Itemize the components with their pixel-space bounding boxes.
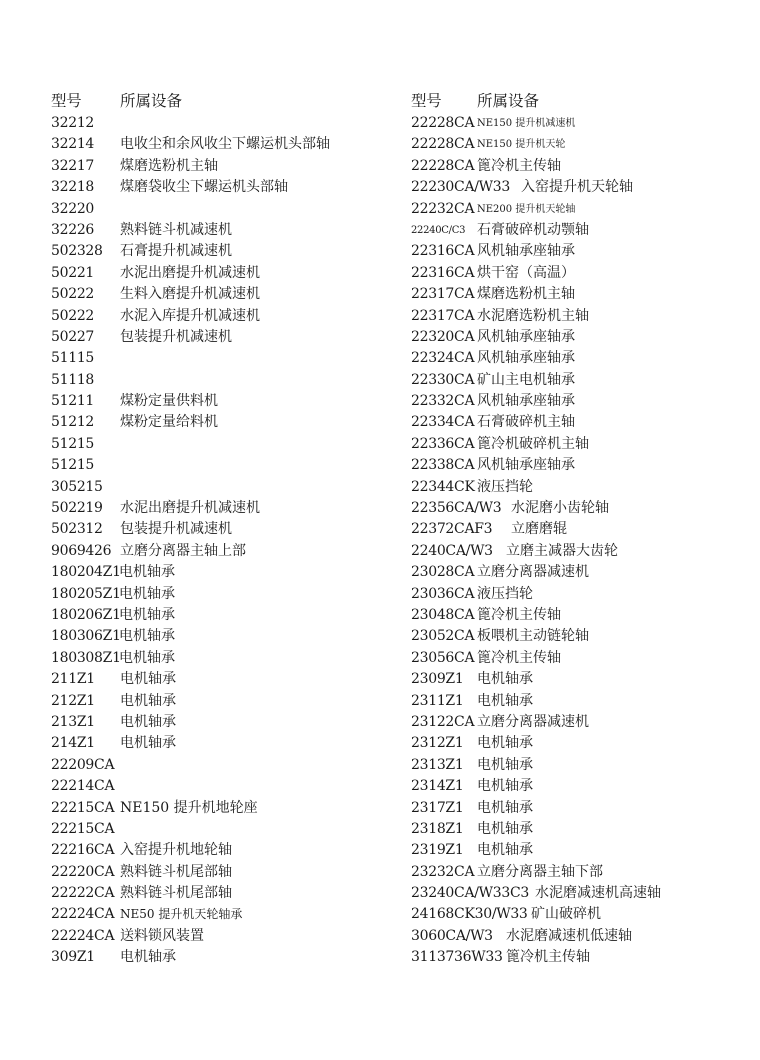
model-code: 2317Z1 [411,799,464,816]
table-row [411,348,741,369]
equipment-name: 电机轴承 [477,778,533,795]
table-row [51,391,381,412]
equipment-name: 电机轴承 [477,671,533,688]
equipment-name: 篦冷机破碎机主轴 [477,435,589,452]
model-code: 309Z1 [51,949,95,966]
left-column [51,89,381,969]
equipment-name: 熟料链斗机尾部轴 [120,885,232,902]
table-row [51,284,381,305]
model-code: 3060CA/W3 [411,927,493,944]
table-row [51,113,381,134]
model-code: 180306Z1 [51,628,121,645]
equipment-name: 包装提升机减速机 [120,521,232,538]
table-row [51,648,381,669]
model-code: 32226 [51,221,95,238]
equipment-name: 生料入磨提升机减速机 [120,286,260,303]
equipment-name: 煤磨选粉机主轴 [477,286,575,303]
equipment-name: 水泥磨减速机低速轴 [506,927,632,944]
table-row [411,327,741,348]
table-row [411,263,741,284]
table-row [51,776,381,797]
table-row [411,134,741,155]
equipment-name: 电机轴承 [477,820,533,837]
model-code: 32218 [51,179,95,196]
equipment-name: 石膏破碎机动颚轴 [477,221,589,238]
model-code: 23048CA [411,606,475,623]
table-row [51,733,381,754]
model-code: 22317CA [411,286,475,303]
table-row [411,412,741,433]
table-row [51,241,381,262]
table-row [51,306,381,327]
table-row [51,199,381,220]
table-row [51,562,381,583]
model-code: 22228CA [411,136,475,153]
model-code: 2309Z1 [411,671,464,688]
equipment-name: 立磨分离器主轴上部 [120,542,246,559]
model-code: 22316CA [411,243,475,260]
table-row [411,819,741,840]
model-code: 22220CA [51,863,115,880]
header-row [51,89,381,113]
table-row [51,755,381,776]
table-row [411,840,741,861]
model-code: 50227 [51,328,95,345]
model-code: 22228CA [411,157,475,174]
model-code: 22224CA [51,927,115,944]
equipment-name: 电机轴承 [120,949,176,966]
table-row [411,648,741,669]
equipment-name: 风机轴承座轴承 [477,393,575,410]
table-row [51,177,381,198]
model-code: 22334CA [411,414,475,431]
model-code: 2314Z1 [411,778,464,795]
equipment-name: NE150 提升机天轮 [477,139,566,151]
table-row [51,327,381,348]
model-code: 22215CA [51,799,115,816]
model-code: 22232CA [411,200,475,217]
model-code: 22317CA [411,307,475,324]
model-code: 22316CA [411,264,475,281]
equipment-name: 篦冷机主传轴 [477,649,561,666]
model-code: 502219 [51,500,103,517]
model-code: 502312 [51,521,103,538]
equipment-name: 立磨主减器大齿轮 [506,542,618,559]
model-code: 22324CA [411,350,475,367]
model-code: 23232CA [411,863,475,880]
model-code: 2311Z1 [411,692,464,709]
table-row [51,712,381,733]
table-row [411,755,741,776]
model-code: 51118 [51,371,95,388]
model-code: 2313Z1 [411,756,464,773]
equipment-name: 水泥磨选粉机主轴 [477,307,589,324]
table-row [411,220,741,241]
equipment-name: 立磨分离器减速机 [477,713,589,730]
table-row [411,691,741,712]
table-row [51,263,381,284]
equipment-name: 风机轴承座轴承 [477,350,575,367]
equipment-name: 入窑提升机天轮轴 [521,179,633,196]
equipment-name: 熟料链斗机减速机 [120,221,232,238]
equipment-name: 石膏破碎机主轴 [477,414,575,431]
table-row [411,541,741,562]
equipment-name: 风机轴承座轴承 [477,457,575,474]
table-row [411,434,741,455]
model-code: 51215 [51,435,95,452]
model-code: 32220 [51,200,95,217]
table-row [411,370,741,391]
model-code: 22332CA [411,393,475,410]
equipment-name: 电机轴承 [477,756,533,773]
equipment-name: 电机轴承 [120,713,176,730]
table-row [51,519,381,540]
model-code: 51211 [51,393,95,410]
model-code: 32214 [51,136,95,153]
table-row [411,926,741,947]
model-code: 22230CA/W33 [411,179,510,196]
model-header: 型号 [411,92,442,110]
equipment-name: 电机轴承 [119,649,175,666]
equipment-name: 矿山破碎机 [531,906,601,923]
model-code: 22240C/C3 [411,224,466,236]
table-row [411,669,741,690]
model-code: 50222 [51,286,95,303]
model-code: 24168CK30/W33 [411,906,528,923]
equipment-name: 电机轴承 [119,585,175,602]
model-code: 22356CA/W3 [411,500,502,517]
equipment-name: 液压挡轮 [477,478,533,495]
equipment-name: 矿山主电机轴承 [477,371,575,388]
equipment-name: 电机轴承 [119,628,175,645]
table-row [411,156,741,177]
table-row [51,477,381,498]
model-code: 212Z1 [51,692,95,709]
equipment-name: 电机轴承 [120,735,176,752]
table-row [411,113,741,134]
model-code: 502328 [51,243,103,260]
table-row [411,306,741,327]
table-row [51,370,381,391]
equipment-name: 水泥出磨提升机减速机 [120,264,260,281]
model-code: 23052CA [411,628,475,645]
table-row [51,134,381,155]
model-code: 22228CA [411,115,475,131]
header-row [411,89,741,113]
model-code: 180308Z1 [51,649,121,666]
equipment-name: 电收尘和余风收尘下螺运机头部轴 [120,136,330,153]
model-code: 22224CA [51,906,115,923]
table-row [51,584,381,605]
right-table-body [411,113,741,969]
model-code: 32217 [51,157,95,174]
model-code: 32212 [51,115,95,131]
table-row [51,220,381,241]
model-code: 22330CA [411,371,475,388]
model-code: 22344CK [411,478,475,495]
table-row [411,391,741,412]
equipment-header: 所属设备 [477,92,540,110]
equipment-name: 烘干窑（高温） [477,264,575,281]
model-code: 9069426 [51,542,112,559]
equipment-name: 煤磨选粉机主轴 [120,157,218,174]
table-row [51,883,381,904]
model-code: 305215 [51,478,103,495]
right-column [411,89,741,969]
table-row [51,862,381,883]
model-code: 22320CA [411,328,475,345]
equipment-name: 水泥出磨提升机减速机 [120,500,260,517]
equipment-name: 板喂机主动链轮轴 [477,628,589,645]
model-code: 51212 [51,414,95,431]
table-row [411,284,741,305]
equipment-name: 煤磨袋收尘下螺运机头部轴 [120,179,288,196]
equipment-name: NE150 提升机减速机 [477,118,576,129]
table-row [51,348,381,369]
equipment-header: 所属设备 [120,92,183,110]
table-row [411,904,741,925]
table-row [51,904,381,925]
model-code: 23056CA [411,649,475,666]
table-row [51,156,381,177]
equipment-name: 电机轴承 [119,564,175,581]
table-row [51,455,381,476]
equipment-name: 篦冷机主传轴 [477,157,561,174]
equipment-name: 立磨分离器减速机 [477,564,589,581]
model-code: 211Z1 [51,671,95,688]
model-code: 22214CA [51,778,115,795]
equipment-name: 篦冷机主传轴 [477,606,561,623]
equipment-name: 风机轴承座轴承 [477,328,575,345]
table-row [411,712,741,733]
equipment-name: 水泥入库提升机减速机 [120,307,260,324]
table-row [411,584,741,605]
equipment-name: NE150 提升机地轮座 [120,799,258,816]
table-row [51,798,381,819]
table-row [51,947,381,968]
model-code: 23240CA/W33C3 [411,885,529,902]
model-code: 22372CAF3 [411,521,493,538]
equipment-name: 包装提升机减速机 [120,328,232,345]
model-code: 2318Z1 [411,820,464,837]
table-row [411,776,741,797]
table-row [51,412,381,433]
model-code: 22336CA [411,435,475,452]
table-row [411,798,741,819]
equipment-name: 石膏提升机减速机 [120,243,232,260]
table-row [51,926,381,947]
model-code: 2312Z1 [411,735,464,752]
model-header: 型号 [51,92,82,110]
table-row [51,840,381,861]
table-row [411,605,741,626]
model-code: 180204Z1 [51,564,121,581]
table-row [411,883,741,904]
table-row [411,241,741,262]
table-row [51,691,381,712]
equipment-name: 电机轴承 [120,671,176,688]
equipment-name: 电机轴承 [477,692,533,709]
table-row [411,862,741,883]
equipment-name: 送料锁风装置 [120,927,204,944]
model-code: 23028CA [411,564,475,581]
table-row [411,519,741,540]
table-row [51,819,381,840]
model-code: 180206Z1 [51,606,121,623]
equipment-name: 电机轴承 [477,799,533,816]
equipment-name: NE200 提升机天轮轴 [477,203,576,215]
equipment-name: 煤粉定量给料机 [120,414,218,431]
equipment-name: 电机轴承 [119,606,175,623]
model-code: 22338CA [411,457,475,474]
equipment-name: 电机轴承 [477,735,533,752]
equipment-name: 电机轴承 [477,842,533,859]
model-code: 51115 [51,350,95,367]
model-code: 2240CA/W3 [411,542,493,559]
model-code: 22209CA [51,756,115,773]
equipment-name: 液压挡轮 [477,585,533,602]
model-code: 3113736W33 [411,949,503,966]
model-code: 180205Z1 [51,585,121,602]
equipment-name: 水泥磨小齿轮轴 [511,500,609,517]
equipment-name: 入窑提升机地轮轴 [120,842,232,859]
model-code: 50221 [51,264,95,281]
table-row [51,605,381,626]
left-table-body [51,113,381,969]
table-row [411,733,741,754]
model-code: 214Z1 [51,735,95,752]
model-code: 50222 [51,307,95,324]
model-code: 23036CA [411,585,475,602]
equipment-name: 熟料链斗机尾部轴 [120,863,232,880]
table-row [411,477,741,498]
equipment-name: 水泥磨减速机高速轴 [535,885,661,902]
table-row [411,455,741,476]
table-row [51,669,381,690]
equipment-name: 风机轴承座轴承 [477,243,575,260]
table-row [411,626,741,647]
table-row [51,626,381,647]
table-row [51,498,381,519]
model-code: 2319Z1 [411,842,464,859]
model-code: 22216CA [51,842,115,859]
table-row [411,498,741,519]
model-code: 51215 [51,457,95,474]
table-row [411,562,741,583]
table-row [51,434,381,455]
equipment-name: 电机轴承 [120,692,176,709]
model-code: 22215CA [51,820,115,837]
model-code: 22222CA [51,885,115,902]
equipment-name: 立磨磨辊 [511,521,567,538]
equipment-name: 煤粉定量供料机 [120,393,218,410]
table-row [411,947,741,968]
model-code: 213Z1 [51,713,95,730]
table-row [411,177,741,198]
table-row [411,199,741,220]
model-code: 23122CA [411,713,475,730]
equipment-name: 立磨分离器主轴下部 [477,863,603,880]
equipment-name: NE50 提升机天轮轴承 [120,907,243,922]
equipment-name: 篦冷机主传轴 [506,949,590,966]
table-row [51,541,381,562]
